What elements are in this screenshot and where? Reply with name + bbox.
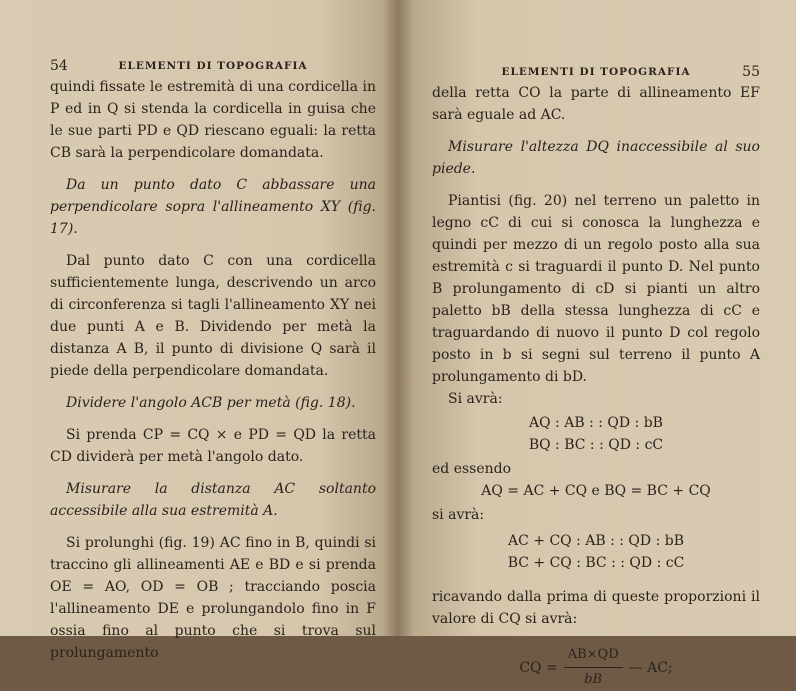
running-head: ELEMENTI DI TOPOGRAFIA	[118, 60, 308, 72]
fraction-numerator: AB×QD	[564, 644, 623, 668]
paragraph: si avrà:	[432, 507, 485, 523]
left-header	[50, 58, 376, 76]
equation: AQ : AB : : QD : bB	[529, 415, 663, 431]
paragraph: Si avrà:	[448, 391, 503, 407]
equation-rhs: — AC;	[628, 659, 673, 676]
equation: BC + CQ : BC : : QD : cC	[507, 555, 685, 571]
left-body	[50, 76, 376, 664]
paragraph: ricavando dalla prima di queste proporzioni il valore di CQ si avrà:	[432, 589, 760, 627]
section-heading: Misurare l'altezza DQ inaccessibile al suo piede.	[432, 139, 760, 177]
final-equation	[432, 644, 760, 691]
right-header	[432, 64, 760, 82]
fraction	[564, 644, 623, 691]
paragraph: Si prenda CP = CQ × e PD = QD la retta CD dividerà per metà l'angolo dato.	[50, 427, 376, 465]
equation-lhs: CQ =	[519, 659, 558, 676]
right-page	[398, 0, 796, 687]
page-number: 55	[742, 64, 760, 80]
paragraph: quindi fissate le estremità di una cordicella in P ed in Q si stenda la cordicella in guisa che le sue parti PD e QD riescano eguali: la retta CB sarà la perpendicolare domandata.	[50, 79, 376, 161]
equation: BQ : BC : : QD : cC	[528, 437, 664, 453]
equation: AQ = AC + CQ e BQ = BC + CQ	[481, 483, 711, 499]
fraction-denominator: bB	[584, 672, 603, 687]
equation: AC + CQ : AB : : QD : bB	[507, 533, 684, 549]
right-body	[432, 82, 760, 691]
running-head: ELEMENTI DI TOPOGRAFIA	[501, 66, 691, 78]
section-heading: Misurare la distanza AC soltanto accessibile alla sua estremità A.	[50, 481, 376, 519]
paragraph: Piantisi (fig. 20) nel terreno un paletto in legno cC di cui si conosca la lunghezza e quindi per mezzo di un regolo posto alla sua estremità c si traguardi il punto D. Nel punto B prolungamento di cD si pianti un altro paletto bB della stessa lunghezza di cC e traguardando di nuovo il punto D col regolo posto in b si segni sul terreno il punto A prolungamento di bD.	[432, 193, 760, 385]
paragraph: della retta CO la parte di allineamento EF sarà eguale ad AC.	[432, 85, 760, 123]
left-page	[0, 0, 398, 661]
paragraph: Si prolunghi (fig. 19) AC fino in B, quindi si traccino gli allineamenti AE e BD e si prenda OE = AO, OD = OB ; tracciando poscia l'allineamento DE e prolungandolo fino in F ossia fino al punto che si trova sul prolungamento	[50, 535, 376, 661]
section-heading: Da un punto dato C abbassare una perpendicolare sopra l'allineamento XY (fig. 17).	[50, 177, 376, 237]
page-number: 54	[50, 58, 68, 74]
paragraph: Dal punto dato C con una cordicella sufficientemente lunga, descrivendo un arco di circonferenza si tagli l'allineamento XY nei due punti A e B. Dividendo per metà la distanza A B, il punto di divisione Q sarà il piede della perpendicolare domandata.	[50, 253, 376, 379]
paragraph: ed essendo	[432, 461, 512, 477]
section-heading: Dividere l'angolo ACB per metà (fig. 18).	[66, 395, 356, 411]
